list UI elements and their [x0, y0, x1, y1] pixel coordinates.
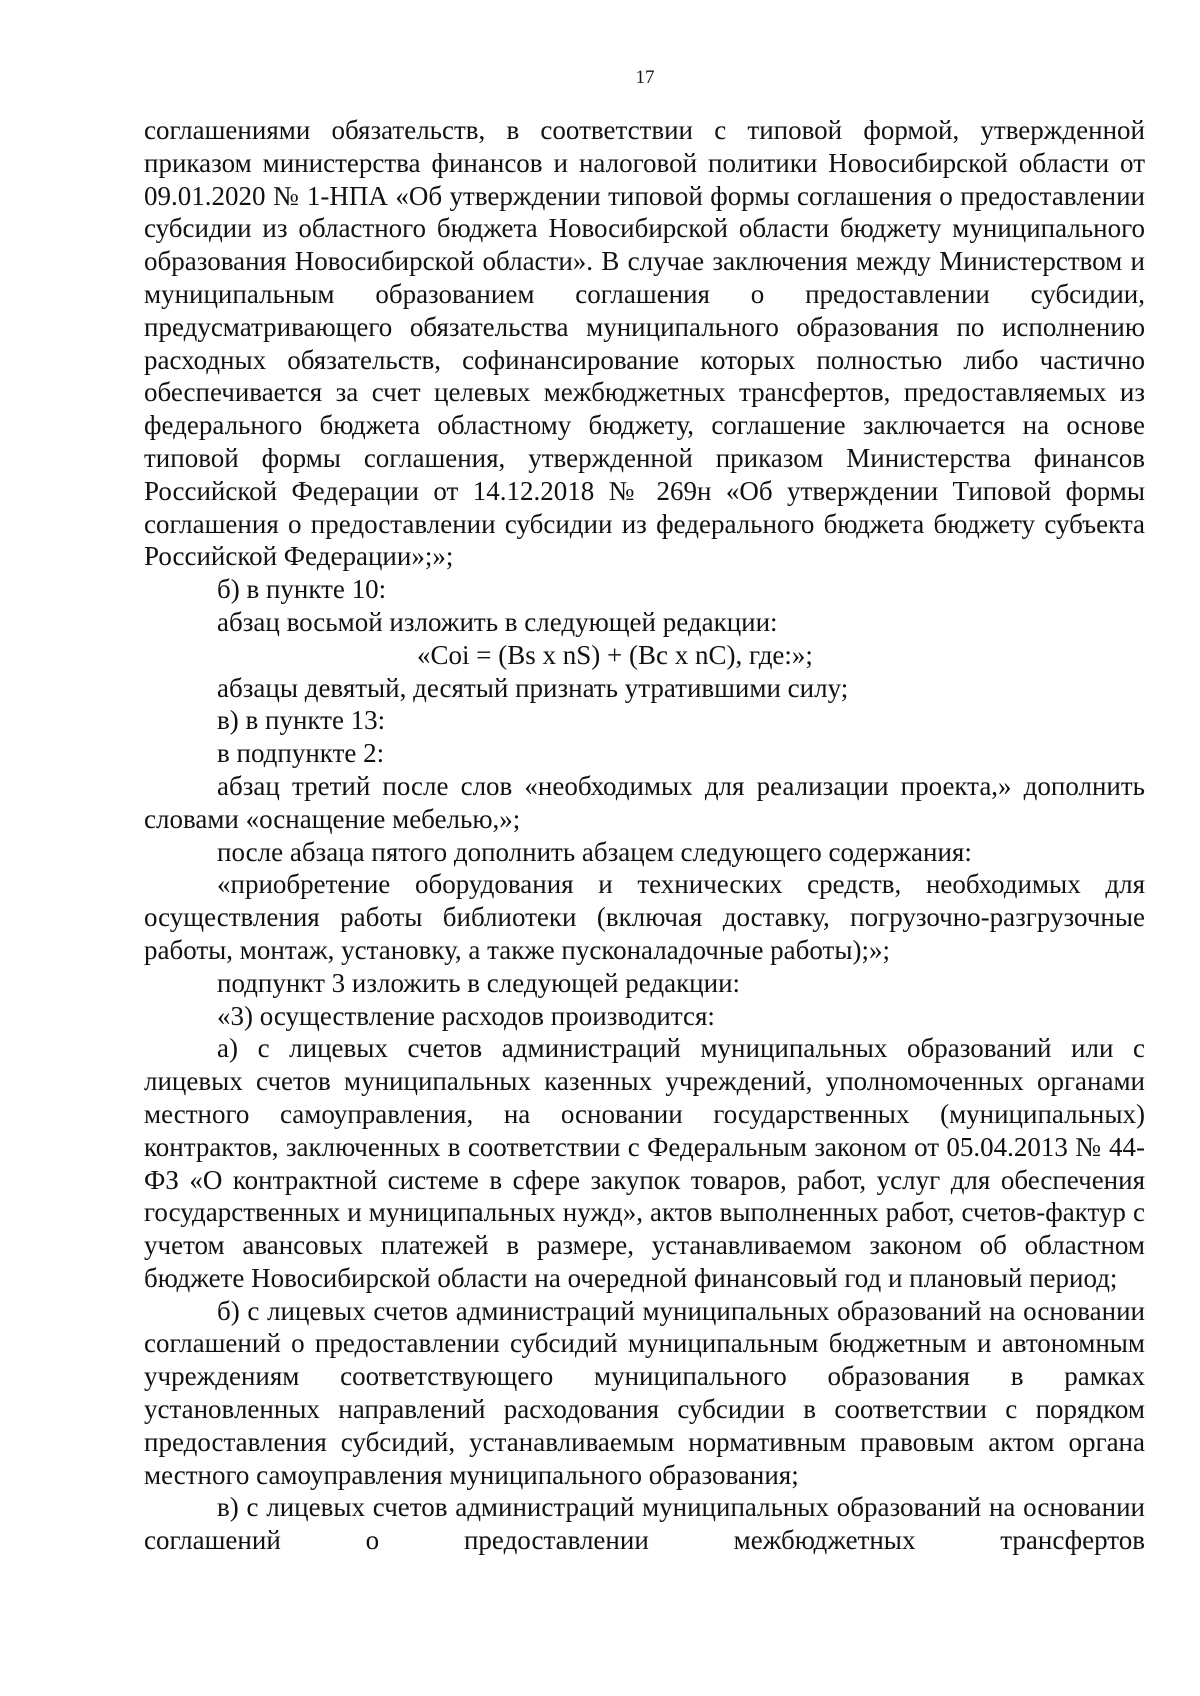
- paragraph: абзац третий после слов «необходимых для реализации проекта,» дополнить словами «оснащение мебелью,»;: [144, 770, 1145, 834]
- formula-text: «Coi = (Bs x nS) + (Bc x nC), где:»;: [417, 639, 813, 670]
- paragraph: в подпункте 2:: [217, 738, 385, 769]
- paragraph: соглашениями обязательств, в соответствии с типовой формой, утвержденной приказом министерства финансов и налоговой политики Новосибирской области от 09.01.2020 № 1-НПА «Об утверждении типовой формы соглашения о предоставлении субсидии из областного бюджета Новосибирской области бюджету муниципального образования Новосибирской области». В случае заключения между Министерством и муниципальным образованием соглашения о предоставлении субсидии, предусматривающего обязательства муниципального образования по исполнению расходных обязательств, софинансирование которых полностью либо частично обеспечивается за счет целевых межбюджетных трансфертов, предоставляемых из федерального бюджета областному бюджету, соглашение заключается на основе типовой формы соглашения, утвержденной приказом Министерства финансов Российской Федерации от 14.12.2018 № 269н «Об утверждении Типовой формы соглашения о предоставлении субсидии из федерального бюджета бюджету субъекта Российской Федерации»;»;: [144, 115, 1145, 572]
- paragraph: в) в пункте 13:: [217, 705, 386, 736]
- paragraph: «приобретение оборудования и технических средств, необходимых для осуществления работы библиотеки (включая доставку, погрузочно-разгрузочные работы, монтаж, установку, а также пусконаладочные работы);»;: [144, 869, 1145, 965]
- paragraph: «3) осуществление расходов производится:: [217, 1000, 715, 1031]
- paragraph: абзац восьмой изложить в следующей редакции:: [217, 606, 778, 637]
- paragraph: в) с лицевых счетов администраций муниципальных образований на основании соглашений о предоставлении межбюджетных трансфертов: [144, 1492, 1145, 1556]
- paragraph: подпункт 3 изложить в следующей редакции:: [217, 967, 741, 998]
- paragraph: б) с лицевых счетов администраций муниципальных образований на основании соглашений о предоставлении субсидий муниципальным бюджетным и автономным учреждениям соответствующего муниципального образования в рамках установленных направлений расходования субсидии в соответствии с порядком предоставления субсидий, устанавливаемым нормативным правовым актом органа местного самоуправления муниципального образования;: [144, 1295, 1145, 1490]
- formula: [144, 639, 1145, 672]
- paragraph: абзацы девятый, десятый признать утратившими силу;: [217, 672, 849, 703]
- paragraph: после абзаца пятого дополнить абзацем следующего содержания:: [217, 836, 972, 867]
- document-body: [144, 114, 1145, 1557]
- paragraph: а) с лицевых счетов администраций муниципальных образований или с лицевых счетов муниципальных казенных учреждений, уполномоченных органами местного самоуправления, на основании государственных (муниципальных) контрактов, заключенных в соответствии с Федеральным законом от 05.04.2013 № 44-ФЗ «О контрактной системе в сфере закупок товаров, работ, услуг для обеспечения государственных и муниципальных нужд», актов выполненных работ, счетов-фактур с учетом авансовых платежей в размере, устанавливаемом законом об областном бюджете Новосибирской области на очередной финансовый год и плановый период;: [144, 1033, 1145, 1293]
- page-number: 17: [635, 67, 655, 88]
- paragraph: б) в пункте 10:: [217, 574, 387, 605]
